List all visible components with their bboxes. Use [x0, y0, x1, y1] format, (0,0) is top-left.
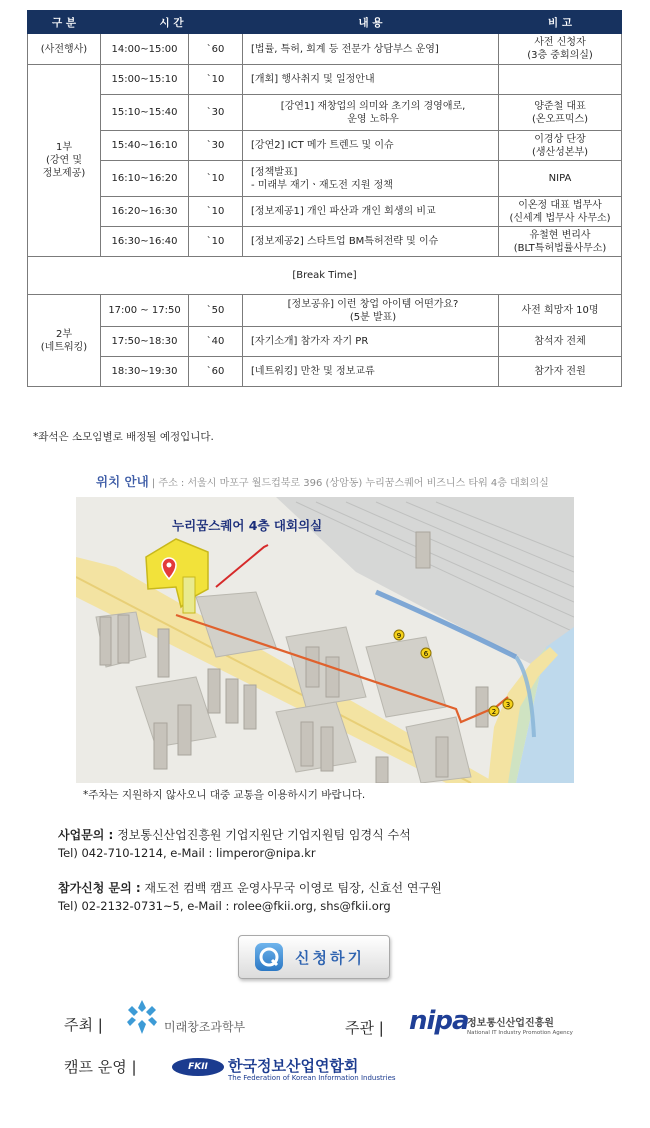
table-row [28, 197, 622, 227]
content-cell: [강연1] 재창업의 의미와 초기의 경영애로, 운영 노하우 [243, 95, 499, 131]
section-cell: 1부 (강연 및 정보제공) [28, 65, 101, 257]
host-name: 미래창조과학부 [164, 1020, 246, 1034]
break-row [28, 257, 622, 295]
header-content: 내 용 [243, 11, 499, 34]
note-cell: 이온정 대표 법무사 (신세계 법무사 사무소) [499, 197, 622, 227]
nipa-logo: nipa [409, 1006, 469, 1036]
table-row [28, 131, 622, 161]
location-header [96, 472, 549, 490]
time-cell: 16:20~16:30 [101, 197, 189, 227]
registration-contact-text: 재도전 컴백 캠프 운영사무국 이영로 팀장, 신효선 연구원 [144, 881, 442, 895]
table-row [28, 161, 622, 197]
header-note: 비 고 [499, 11, 622, 34]
host-label: 주최 | [64, 1016, 103, 1034]
note-cell: 이경상 단장 (생산성본부) [499, 131, 622, 161]
duration-cell: `30 [189, 131, 243, 161]
content-cell: [네트워킹] 만찬 및 정보교류 [243, 357, 499, 387]
registration-contact-line2: Tel) 02-2132-0731~5, e-Mail : rolee@fkii.org, shs@fkii.org [58, 899, 391, 913]
manager-name: 정보통신산업진흥원 [467, 1018, 554, 1029]
note-cell: 양준철 대표 (온오프믹스) [499, 95, 622, 131]
station-marker-label: 6 [423, 650, 429, 658]
business-contact [58, 826, 411, 860]
table-row [28, 65, 622, 95]
content-cell: [정책발표] - 미래부 재기ㆍ재도전 지원 정책 [243, 161, 499, 197]
note-cell: 유철현 변리사 (BLT특허법률사무소) [499, 227, 622, 257]
duration-cell: `30 [189, 95, 243, 131]
apply-button[interactable] [238, 935, 390, 979]
table-row [28, 95, 622, 131]
location-map[interactable] [76, 497, 574, 783]
time-cell: 15:00~15:10 [101, 65, 189, 95]
content-cell: [정보제공2] 스타트업 BM특허전략 및 이슈 [243, 227, 499, 257]
camp-name: 한국정보산업연합회 [228, 1057, 359, 1075]
divider: | [151, 478, 159, 489]
note-cell: NIPA [499, 161, 622, 197]
content-cell: [정보제공1] 개인 파산과 개인 회생의 비교 [243, 197, 499, 227]
duration-cell: `60 [189, 357, 243, 387]
content-cell: [정보공유] 이런 창업 아이템 어떤가요? (5분 발표) [243, 295, 499, 327]
duration-cell: `10 [189, 65, 243, 95]
table-header-row [28, 11, 622, 34]
station-marker-label: 3 [505, 701, 511, 709]
manager-label: 주관 | [345, 1019, 384, 1037]
business-contact-text: 정보통신산업진흥원 기업지원단 기업지원팀 임경식 수석 [117, 828, 411, 842]
time-cell: 18:30~19:30 [101, 357, 189, 387]
table-row [28, 327, 622, 357]
header-category: 구 분 [28, 11, 101, 34]
manager-name-en: National IT Industry Promotion Agency [467, 1030, 573, 1036]
section-cell: (사전행사) [28, 34, 101, 65]
parking-note: *주차는 지원하지 않사오니 대중 교통을 이용하시기 바랍니다. [83, 789, 366, 801]
duration-cell: `10 [189, 197, 243, 227]
note-cell: 사전 신청자 (3층 중회의실) [499, 34, 622, 65]
table-row [28, 34, 622, 65]
content-cell: [개회] 행사취지 및 일정안내 [243, 65, 499, 95]
map-label: 누리꿈스퀘어 4층 대회의실 [172, 518, 323, 533]
content-cell: [법률, 특허, 회계 등 전문가 상담부스 운영] [243, 34, 499, 65]
header-time: 시 간 [101, 11, 243, 34]
registration-contact [58, 879, 442, 913]
note-cell [499, 65, 622, 95]
apply-button-label: 신청하기 [295, 949, 365, 967]
camp-label: 캠프 운영 | [64, 1058, 137, 1076]
station-marker-label: 2 [491, 708, 497, 716]
time-cell: 16:10~16:20 [101, 161, 189, 197]
time-cell: 16:30~16:40 [101, 227, 189, 257]
duration-cell: `50 [189, 295, 243, 327]
schedule-table [27, 10, 622, 387]
table-row [28, 295, 622, 327]
time-cell: 15:10~15:40 [101, 95, 189, 131]
duration-cell: `10 [189, 227, 243, 257]
table-row [28, 227, 622, 257]
note-cell: 사전 희망자 10명 [499, 295, 622, 327]
station-marker-label: 9 [396, 632, 402, 640]
map-svg [76, 497, 574, 783]
time-cell: 17:00 ~ 17:50 [101, 295, 189, 327]
time-cell: 15:40~16:10 [101, 131, 189, 161]
duration-cell: `40 [189, 327, 243, 357]
duration-cell: `10 [189, 161, 243, 197]
content-cell: [자기소개] 참가자 자기 PR [243, 327, 499, 357]
table-row [28, 357, 622, 387]
seat-note: *좌석은 소모임별로 배정될 예정입니다. [33, 431, 214, 443]
fkii-logo-icon: FKII [172, 1058, 224, 1076]
business-contact-label: 사업문의 : [58, 828, 114, 842]
time-cell: 17:50~18:30 [101, 327, 189, 357]
ministry-logo-icon [126, 1000, 158, 1038]
section-cell: 2부 (네트워킹) [28, 295, 101, 387]
registration-contact-label: 참가신청 문의 : [58, 881, 141, 895]
camp-name-en: The Federation of Korean Information Industries [228, 1074, 396, 1082]
location-address: 주소 : 서울시 마포구 월드컵북로 396 (상암동) 누리꿈스퀘어 비즈니스 타워 4층 대회의실 [158, 478, 549, 489]
location-title: 위치 안내 [96, 474, 149, 489]
note-cell: 참석자 전체 [499, 327, 622, 357]
note-cell: 참가자 전원 [499, 357, 622, 387]
duration-cell: `60 [189, 34, 243, 65]
content-cell: [강연2] ICT 메가 트렌드 및 이슈 [243, 131, 499, 161]
apply-icon [255, 943, 283, 971]
business-contact-line2: Tel) 042-710-1214, e-Mail : limperor@nipa.kr [58, 846, 316, 860]
break-cell: [Break Time] [28, 257, 622, 295]
time-cell: 14:00~15:00 [101, 34, 189, 65]
